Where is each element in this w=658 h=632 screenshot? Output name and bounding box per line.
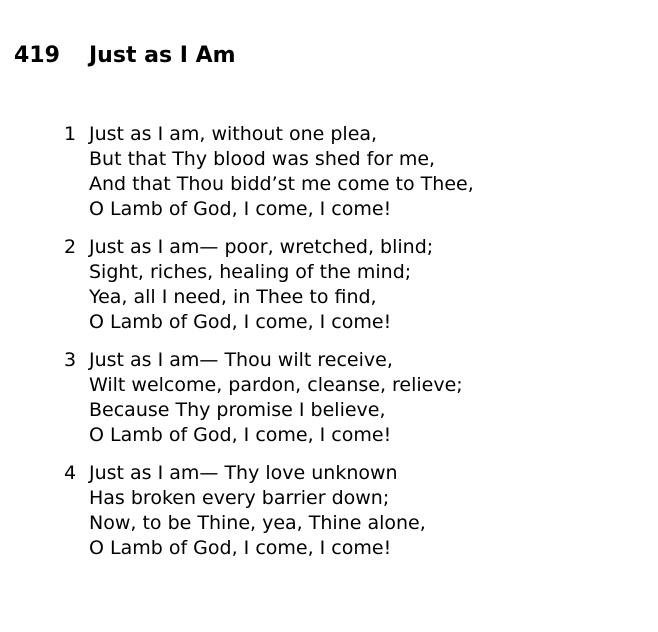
verse-number: 1 [64,123,77,145]
verse-line: Just as I am, without one plea, [89,123,378,145]
verse-line: Has broken every barrier down; [89,487,390,509]
hymn-number: 419 [14,43,60,68]
verse-line: But that Thy blood was shed for me, [89,148,436,170]
verse-lines [89,122,474,222]
verse-line: O Lamb of God, I come, I come! [89,537,392,559]
verse-line: O Lamb of God, I come, I come! [89,198,392,220]
verse-line: Now, to be Thine, yea, Thine alone, [89,512,426,534]
verse-lines [89,461,426,561]
hymn-title: Just as I Am [89,43,236,68]
verse-line: Just as I am— poor, wretched, blind; [89,236,434,258]
verse-line: Just as I am— Thou wilt receive, [89,349,393,371]
verse-line: And that Thou bidd’st me come to Thee, [89,173,474,195]
verse-line: Just as I am— Thy love unknown [89,462,398,484]
verse-line: Sight, riches, healing of the mind; [89,261,412,283]
verse-line: Yea, all I need, in Thee to find, [89,286,377,308]
verse-lines [89,235,433,335]
verse-line: O Lamb of God, I come, I come! [89,311,392,333]
verse-number: 4 [64,462,77,484]
verse-line: Because Thy promise I believe, [89,399,386,421]
verse-number: 3 [64,349,77,371]
verse-line: Wilt welcome, pardon, cleanse, relieve; [89,374,463,396]
verse-line: O Lamb of God, I come, I come! [89,424,392,446]
verse-number: 2 [64,236,77,258]
verse-lines [89,348,463,448]
